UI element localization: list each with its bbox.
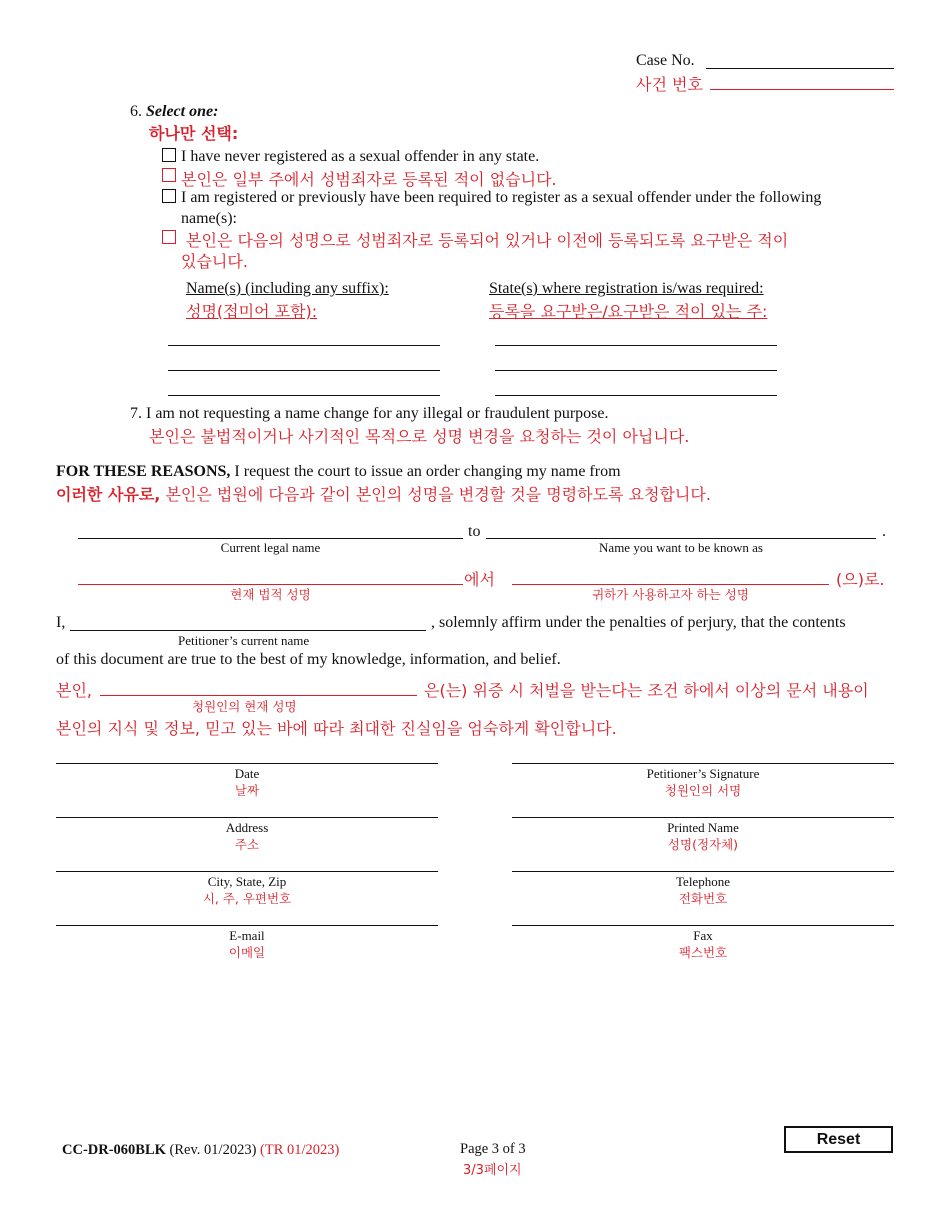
reasons-rest-ko: 본인은 법원에 다음과 같이 본인의 성명을 변경할 것을 명령하도록 요청합니다. (160, 485, 711, 504)
affirm-text2-ko: 본인의 지식 및 정보, 믿고 있는 바에 따라 최대한 진실임을 엄숙하게 확인합니다. (56, 719, 617, 738)
col-names-header: Name(s) (including any suffix): (186, 280, 389, 297)
page-number-ko: 3/3페이지 (463, 1163, 522, 1178)
email-label: E-mail (229, 928, 265, 943)
case-no-label: Case No. (636, 52, 695, 69)
footer-form-id (62, 1142, 339, 1159)
name-field-2[interactable] (168, 370, 440, 371)
reasons-rest: I request the court to issue an order changing my name from (230, 463, 621, 480)
new-name-field[interactable] (486, 538, 876, 539)
name-field-1[interactable] (168, 345, 440, 346)
affirm-i: I, (56, 614, 66, 631)
opt1-label-ko: 본인은 일부 주에서 성범죄자로 등록된 적이 없습니다. (181, 170, 557, 189)
date-label: Date (234, 766, 260, 781)
email-field[interactable] (56, 925, 438, 926)
opt2-label-line1: I am registered or previously have been required to register as a sexual offender under the following (181, 189, 822, 206)
printed-name-label-ko: 성명(정자체) (667, 837, 739, 852)
page-number: Page 3 of 3 (460, 1141, 526, 1157)
form-tr: (TR 01/2023) (260, 1142, 340, 1158)
fax-label: Fax (693, 928, 713, 943)
signature-field[interactable] (512, 763, 894, 764)
address-label: Address (225, 820, 269, 835)
affirm-text2: of this document are true to the best of my knowledge, information, and belief. (56, 651, 561, 668)
opt1-label: I have never registered as a sexual offender in any state. (181, 148, 540, 165)
reasons-text-ko (56, 482, 711, 505)
current-legal-name-label-ko: 현재 법적 성명 (230, 587, 311, 602)
state-field-1[interactable] (495, 345, 777, 346)
date-field[interactable] (56, 763, 438, 764)
signature-label-ko: 청원인의 서명 (664, 783, 742, 798)
address-label-ko: 주소 (234, 837, 260, 852)
new-name-label: Name you want to be known as (599, 540, 763, 555)
col-states-header: State(s) where registration is/was required: (489, 280, 764, 297)
fax-field[interactable] (512, 925, 894, 926)
petitioner-name-label: Petitioner’s current name (178, 633, 310, 648)
opt1-checkbox-ko[interactable] (162, 168, 176, 182)
current-legal-name-field[interactable] (78, 538, 463, 539)
signature-label: Petitioner’s Signature (646, 766, 760, 781)
petitioner-name-label-ko: 청원인의 현재 성명 (192, 699, 297, 714)
case-no-label-ko: 사건 번호 (636, 75, 703, 94)
item7-text-ko: 본인은 불법적이거나 사기적인 목적으로 성명 변경을 요청하는 것이 아닙니다. (149, 427, 690, 446)
reasons-text (56, 463, 621, 481)
address-field[interactable] (56, 817, 438, 818)
email-label-ko: 이메일 (228, 945, 266, 960)
current-legal-name-label: Current legal name (220, 540, 321, 555)
printed-name-field[interactable] (512, 817, 894, 818)
reasons-bold: FOR THESE REASONS, (56, 463, 231, 480)
col-states-header-ko: 등록을 요구받은/요구받은 적이 있는 주: (489, 302, 768, 321)
opt2-label-line2: name(s): (181, 210, 237, 227)
printed-name-label: Printed Name (667, 820, 739, 835)
new-name-label-ko: 귀하가 사용하고자 하는 성명 (592, 587, 749, 602)
city-state-zip-label: City, State, Zip (207, 874, 287, 889)
period: . (882, 523, 886, 540)
telephone-label-ko: 전화번호 (678, 891, 728, 906)
from-word-ko: 에서 (464, 570, 495, 589)
opt2-label-ko-line1: 본인은 다음의 성명으로 성범죄자로 등록되어 있거나 이전에 등록되도록 요구받은 적이 (186, 231, 789, 250)
item7-text: 7. I am not requesting a name change for any illegal or fraudulent purpose. (130, 405, 609, 422)
col-names-header-ko: 성명(접미어 포함): (186, 302, 318, 321)
city-state-zip-field[interactable] (56, 871, 438, 872)
date-label-ko: 날짜 (234, 783, 260, 798)
opt2-checkbox[interactable] (162, 189, 176, 203)
form-id: CC-DR-060BLK (62, 1142, 166, 1158)
city-state-zip-label-ko: 시, 주, 우편번호 (202, 891, 292, 906)
affirm-text-ko: 은(는) 위증 시 처벌을 받는다는 조건 하에서 이상의 문서 내용이 (424, 681, 869, 700)
to-word: to (468, 523, 481, 540)
fax-label-ko: 팩스번호 (678, 945, 728, 960)
state-field-2[interactable] (495, 370, 777, 371)
affirm-text: , solemnly affirm under the penalties of perjury, that the contents (431, 614, 846, 631)
telephone-label: Telephone (676, 874, 730, 889)
petitioner-name-field-ko (100, 695, 417, 696)
telephone-field[interactable] (512, 871, 894, 872)
case-no-field[interactable] (706, 68, 894, 69)
item6-select-one: Select one: (146, 103, 219, 120)
case-no-field-ko (710, 89, 894, 90)
affirm-i-ko: 본인, (56, 681, 92, 700)
opt2-checkbox-ko[interactable] (162, 230, 176, 244)
reasons-bold-ko: 이러한 사유로, (56, 485, 161, 504)
opt1-checkbox[interactable] (162, 148, 176, 162)
item6-select-one-ko: 하나만 선택: (149, 124, 239, 143)
name-field-3[interactable] (168, 395, 440, 396)
to-word-ko: (으)로. (836, 570, 885, 589)
item6-heading (130, 103, 218, 121)
form-rev: (Rev. 01/2023) (165, 1142, 261, 1158)
reset-button[interactable]: Reset (784, 1126, 893, 1153)
item6-number: 6. (130, 103, 142, 120)
opt2-label-ko-line2: 있습니다. (181, 252, 248, 271)
petitioner-name-field[interactable] (70, 630, 426, 631)
state-field-3[interactable] (495, 395, 777, 396)
